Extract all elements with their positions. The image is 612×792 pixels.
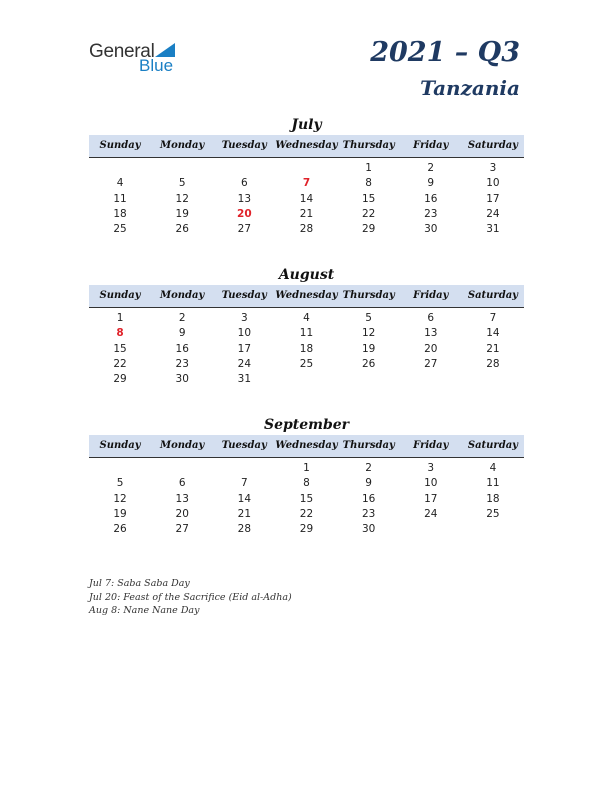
week-row: [89, 342, 524, 357]
day-cell: [400, 372, 462, 387]
day-cell: 4: [489, 462, 497, 474]
day-cell: 1: [365, 162, 372, 174]
day-cell: 18: [486, 492, 500, 505]
day-cell: 16: [424, 192, 438, 205]
day-cell: 6: [241, 177, 248, 190]
day-cell: 17: [486, 192, 500, 205]
day-cell: 12: [113, 492, 127, 505]
day-cell: 6: [178, 477, 186, 490]
day-cell: 24: [424, 507, 438, 520]
day-cell: 12: [175, 192, 189, 205]
holiday-day-cell: 20: [237, 207, 252, 220]
day-cell: 13: [237, 192, 252, 205]
day-cell: 23: [361, 507, 376, 520]
day-cell: 25: [299, 357, 314, 370]
day-cell: 10: [424, 477, 438, 490]
day-cell: 3: [241, 312, 248, 324]
day-cell: 4: [303, 312, 310, 324]
logo-text-general: General: [89, 41, 155, 62]
day-cell: 15: [361, 192, 376, 205]
weekday-header: Friday: [413, 440, 449, 451]
holiday-day-cell: 7: [302, 177, 311, 190]
day-cell: 13: [175, 492, 189, 505]
weekday-header: Friday: [413, 290, 449, 301]
day-cell: 17: [424, 492, 438, 505]
month-calendar-september: [89, 415, 524, 537]
day-cell: 19: [361, 342, 376, 355]
day-cell: 9: [427, 177, 435, 190]
general-blue-logo: [89, 40, 189, 76]
month-calendar-august: [89, 265, 524, 387]
month-calendar-july: [89, 115, 524, 237]
weekday-header: Saturday: [467, 140, 518, 151]
holiday-notes: [89, 577, 292, 618]
day-cell: [338, 372, 400, 387]
day-cell: 11: [113, 192, 127, 205]
day-cell: [275, 161, 337, 176]
day-cell: 14: [486, 327, 500, 340]
day-cell: 18: [113, 207, 127, 220]
day-cell: 1: [303, 462, 310, 474]
day-cell: 25: [486, 507, 500, 520]
day-cell: 23: [424, 207, 438, 220]
day-cell: 7: [489, 312, 497, 324]
day-cell: [213, 161, 275, 176]
day-cell: 5: [178, 177, 186, 190]
day-cell: 27: [175, 523, 189, 536]
day-cell: 9: [365, 477, 372, 490]
day-cell: 30: [424, 223, 438, 236]
day-cell: 10: [486, 177, 500, 190]
day-cell: 31: [237, 373, 252, 386]
day-cell: 2: [365, 462, 372, 474]
country-name: Tanzania: [420, 76, 520, 100]
weekday-header: Sunday: [99, 140, 141, 151]
day-cell: 14: [237, 492, 252, 505]
weekday-header: Thursday: [342, 440, 395, 451]
day-cell: 15: [113, 342, 127, 355]
day-cell: 27: [237, 223, 252, 236]
day-cell: 21: [299, 207, 314, 220]
logo-text-blue: Blue: [139, 56, 174, 75]
day-cell: 11: [299, 327, 314, 340]
weekday-header-row: [89, 135, 524, 158]
day-cell: [400, 522, 462, 537]
week-row: [89, 492, 524, 507]
day-cell: 2: [178, 312, 186, 324]
holiday-note: Aug 8: Nane Nane Day: [89, 605, 200, 616]
week-row: [89, 311, 524, 326]
day-cell: 28: [299, 223, 314, 236]
weekday-header: Wednesday: [275, 290, 338, 301]
month-title: July: [291, 117, 322, 133]
weekday-header: Sunday: [99, 440, 141, 451]
weekday-header-row: [89, 285, 524, 308]
day-cell: 24: [486, 207, 500, 220]
day-cell: 29: [361, 223, 376, 236]
weeks-grid: [89, 308, 524, 387]
weekday-header: Saturday: [467, 290, 518, 301]
day-cell: [275, 372, 337, 387]
day-cell: 29: [113, 373, 127, 386]
weekday-header: Saturday: [467, 440, 518, 451]
day-cell: [89, 461, 151, 476]
day-cell: 18: [299, 342, 314, 355]
day-cell: 28: [486, 357, 500, 370]
week-row: [89, 507, 524, 522]
day-cell: [151, 461, 213, 476]
day-cell: [462, 522, 524, 537]
week-row: [89, 357, 524, 372]
weekday-header: Wednesday: [275, 440, 338, 451]
day-cell: 29: [299, 523, 314, 536]
week-row: [89, 326, 524, 341]
day-cell: 13: [424, 327, 438, 340]
day-cell: 8: [303, 477, 310, 490]
weekday-header: Monday: [160, 290, 205, 301]
holiday-note: Jul 7: Saba Saba Day: [89, 578, 190, 589]
weekday-header: Tuesday: [221, 140, 267, 151]
week-row: [89, 176, 524, 191]
day-cell: 20: [175, 507, 189, 520]
day-cell: 21: [486, 342, 500, 355]
day-cell: 23: [175, 357, 189, 370]
day-cell: 26: [113, 523, 127, 536]
day-cell: [89, 161, 151, 176]
day-cell: 15: [299, 492, 314, 505]
day-cell: 11: [486, 477, 500, 490]
day-cell: 10: [237, 327, 252, 340]
week-row: [89, 207, 524, 222]
holiday-day-cell: 8: [116, 327, 124, 340]
week-row: [89, 476, 524, 491]
day-cell: [462, 372, 524, 387]
day-cell: 30: [361, 523, 376, 536]
weekday-header: Monday: [160, 440, 205, 451]
holiday-note: Jul 20: Feast of the Sacrifice (Eid al-Adha): [89, 591, 292, 603]
day-cell: 22: [113, 357, 127, 370]
logo-triangle-icon: [155, 43, 175, 57]
day-cell: 26: [175, 223, 189, 236]
week-row: [89, 522, 524, 537]
day-cell: 17: [237, 342, 252, 355]
day-cell: 22: [299, 507, 314, 520]
day-cell: 30: [175, 373, 189, 386]
day-cell: 16: [361, 492, 376, 505]
day-cell: 9: [178, 327, 186, 340]
weekday-header: Wednesday: [275, 140, 338, 151]
week-row: [89, 461, 524, 476]
day-cell: 14: [299, 192, 314, 205]
week-row: [89, 161, 524, 176]
month-title: September: [263, 417, 350, 433]
day-cell: [151, 161, 213, 176]
day-cell: 4: [116, 177, 124, 190]
week-row: [89, 192, 524, 207]
week-row: [89, 222, 524, 237]
day-cell: 27: [424, 357, 438, 370]
day-cell: 16: [175, 342, 189, 355]
day-cell: [213, 461, 275, 476]
day-cell: 26: [361, 357, 376, 370]
day-cell: 3: [489, 162, 497, 174]
day-cell: 2: [427, 162, 435, 174]
day-cell: 25: [113, 223, 127, 236]
day-cell: 3: [427, 462, 435, 474]
day-cell: 5: [116, 477, 124, 490]
weekday-header: Thursday: [342, 140, 395, 151]
weekday-header: Tuesday: [221, 440, 267, 451]
day-cell: 24: [237, 357, 252, 370]
weekday-header: Friday: [413, 140, 449, 151]
month-title: August: [278, 267, 335, 283]
day-cell: 6: [427, 312, 435, 324]
day-cell: 19: [175, 207, 189, 220]
day-cell: 12: [361, 327, 376, 340]
day-cell: 28: [237, 523, 252, 536]
day-cell: 22: [361, 207, 376, 220]
day-cell: 5: [365, 312, 372, 324]
day-cell: 21: [237, 507, 252, 520]
weeks-grid: [89, 458, 524, 537]
week-row: [89, 372, 524, 387]
weeks-grid: [89, 158, 524, 237]
weekday-header: Tuesday: [221, 290, 267, 301]
page-title: 2021 – Q3: [370, 37, 520, 68]
day-cell: 19: [113, 507, 127, 520]
day-cell: 31: [486, 223, 500, 236]
day-cell: 1: [116, 312, 124, 324]
day-cell: 7: [241, 477, 248, 490]
day-cell: 20: [424, 342, 438, 355]
weekday-header: Sunday: [99, 290, 141, 301]
weekday-header: Monday: [160, 140, 205, 151]
day-cell: 8: [365, 177, 372, 190]
weekday-header: Thursday: [342, 290, 395, 301]
weekday-header-row: [89, 435, 524, 458]
